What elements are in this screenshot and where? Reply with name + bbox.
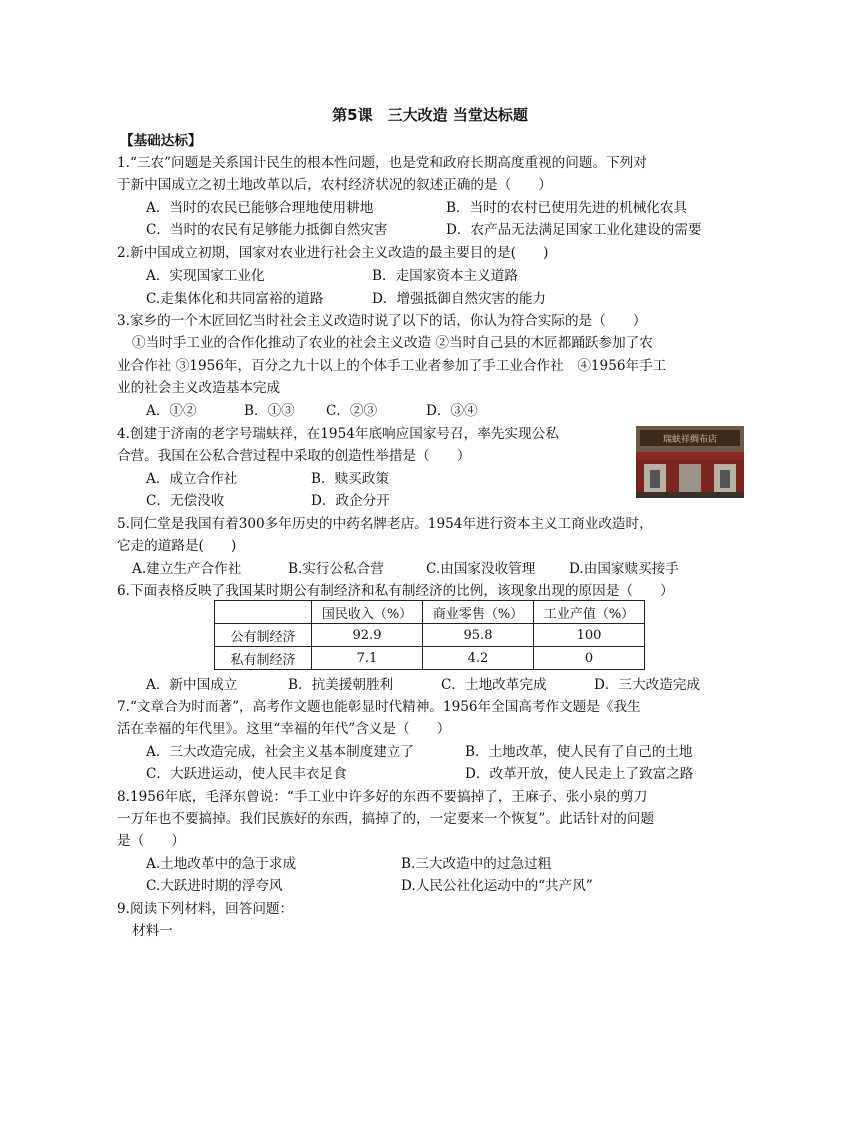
q4-stem-line1: 4.创建于济南的老字号瑞蚨祥，在1954年底响应国家号召，率先实现公私: [117, 426, 559, 442]
economy-ratio-table: [214, 600, 645, 670]
table-cell: 100: [534, 624, 645, 647]
q2-option-d: D．增强抵御自然灾害的能力: [372, 291, 547, 307]
q4-option-a: A．成立合作社: [146, 471, 238, 487]
q3-item-line2: 业合作社 ③1956年，百分之九十以上的个体手工业者参加了手工业合作社 ④1956年手工: [117, 358, 667, 374]
q1-stem-line2: 于新中国成立之初土地改革以后，农村经济状况的叙述正确的是（ ）: [117, 177, 552, 193]
q8-option-b: B.三大改造中的过急过粗: [401, 856, 552, 872]
shopfront-illustration: [636, 426, 744, 498]
q7-option-c: C．大跃进运动，使人民丰衣足食: [146, 766, 347, 782]
q7-option-b: B．土地改革，使人民有了自己的土地: [465, 744, 693, 760]
table-header-cell: 国民收入（%）: [312, 601, 423, 624]
q6-stem: 6.下面表格反映了我国某时期公有制经济和私有制经济的比例，该现象出现的原因是（ ）: [117, 583, 674, 599]
q7-stem-line2: 活在幸福的年代里》。这里“幸福的年代”含义是（ ）: [117, 721, 451, 737]
table-cell: 0: [534, 647, 645, 670]
q1-option-c: C．当时的农民有足够能力抵御自然灾害: [146, 222, 388, 238]
q3-stem: 3.家乡的一个木匠回忆当时社会主义改造时说了以下的话，你认为符合实际的是（ ）: [117, 313, 647, 329]
q8-option-a: A.土地改革中的急于求成: [146, 856, 297, 872]
section-heading: 【基础达标】: [120, 133, 202, 149]
q5-option-a: A.建立生产合作社: [132, 561, 242, 577]
q3-item-line1: ①当时手工业的合作化推动了农业的社会主义改造 ②当时自己县的木匠都踊跃参加了农: [132, 335, 653, 351]
q3-option-c: C．②③: [326, 403, 378, 419]
shop-sign-text: 瑞蚨祥绸布店: [662, 435, 718, 445]
q8-option-c: C.大跃进时期的浮夸风: [146, 878, 283, 894]
q4-stem-line2: 合营。我国在公私合营过程中采取的创造性举措是（ ）: [117, 448, 471, 464]
q8-stem-line2: 一万年也不要搞掉。我们民族好的东西，搞掉了的，一定要来一个恢复”。此话针对的问题: [117, 811, 655, 827]
q4-option-b: B．赎买政策: [311, 471, 389, 487]
q4-option-d: D．政企分开: [311, 493, 390, 509]
table-header-cell: 工业产值（%）: [534, 601, 645, 624]
table-cell: 4.2: [423, 647, 534, 670]
table-row: [215, 647, 645, 670]
q2-option-a: A．实现国家工业化: [146, 268, 265, 284]
q7-option-a: A．三大改造完成，社会主义基本制度建立了: [146, 744, 415, 760]
shopfront-photo: [636, 426, 744, 498]
q3-option-d: D．③④: [426, 403, 478, 419]
q6-option-d: D．三大改造完成: [594, 677, 701, 693]
q9-stem: 9.阅读下列材料，回答问题：: [117, 901, 294, 917]
q6-option-c: C．土地改革完成: [441, 677, 547, 693]
table-header-cell: 商业零售（%）: [423, 601, 534, 624]
q5-option-b: B.实行公私合营: [288, 561, 384, 577]
page-title: 第5课 三大改造 当堂达标题: [332, 106, 528, 124]
table-cell: 7.1: [312, 647, 423, 670]
q9-material-label: 材料一: [132, 923, 173, 939]
table-cell: 95.8: [423, 624, 534, 647]
q7-option-d: D．改革开放，使人民走上了致富之路: [465, 766, 694, 782]
q2-stem: 2.新中国成立初期，国家对农业进行社会主义改造的最主要目的是( ): [117, 245, 549, 261]
q5-option-d: D.由国家赎买接手: [569, 561, 679, 577]
q2-option-c: C.走集体化和共同富裕的道路: [146, 291, 324, 307]
q3-option-b: B．①③: [244, 403, 295, 419]
table-cell: 92.9: [312, 624, 423, 647]
q1-option-b: B．当时的农村已使用先进的机械化农具: [446, 200, 688, 216]
table-header-row: [215, 601, 645, 624]
q4-option-c: C．无偿没收: [146, 493, 225, 509]
q6-option-b: B．抗美援朝胜利: [288, 677, 394, 693]
q3-item-line3: 业的社会主义改造基本完成: [117, 380, 281, 396]
q3-option-a: A．①②: [146, 403, 197, 419]
q1-option-d: D．农产品无法满足国家工业化建设的需要: [446, 222, 702, 238]
q1-option-a: A．当时的农民已能够合理地使用耕地: [146, 200, 374, 216]
q8-stem-line1: 8.1956年底，毛泽东曾说：“手工业中许多好的东西不要搞掉了，王麻子、张小泉的剪刀: [117, 789, 648, 805]
q8-stem-line3: 是（ ）: [117, 833, 185, 849]
q2-option-b: B．走国家资本主义道路: [372, 268, 518, 284]
q5-option-c: C.由国家没收管理: [426, 561, 536, 577]
q1-stem-line1: 1.“三农”问题是关系国计民生的根本性问题，也是党和政府长期高度重视的问题。下列对: [117, 155, 647, 171]
table-header-cell: [215, 601, 312, 624]
q8-option-d: D.人民公社化运动中的“共产风”: [401, 878, 593, 894]
q7-stem-line1: 7.“文章合为时而著”，高考作文题也能彰显时代精神。1956年全国高考作文题是《我生: [117, 699, 641, 715]
q5-stem-line1: 5.同仁堂是我国有着300多年历史的中药名牌老店。1954年进行资本主义工商业改造时，: [117, 516, 653, 532]
table-row: [215, 624, 645, 647]
table-cell: 私有制经济: [215, 647, 312, 670]
q5-stem-line2: 它走的道路是( ): [117, 538, 237, 554]
table-cell: 公有制经济: [215, 624, 312, 647]
q6-option-a: A．新中国成立: [146, 677, 238, 693]
